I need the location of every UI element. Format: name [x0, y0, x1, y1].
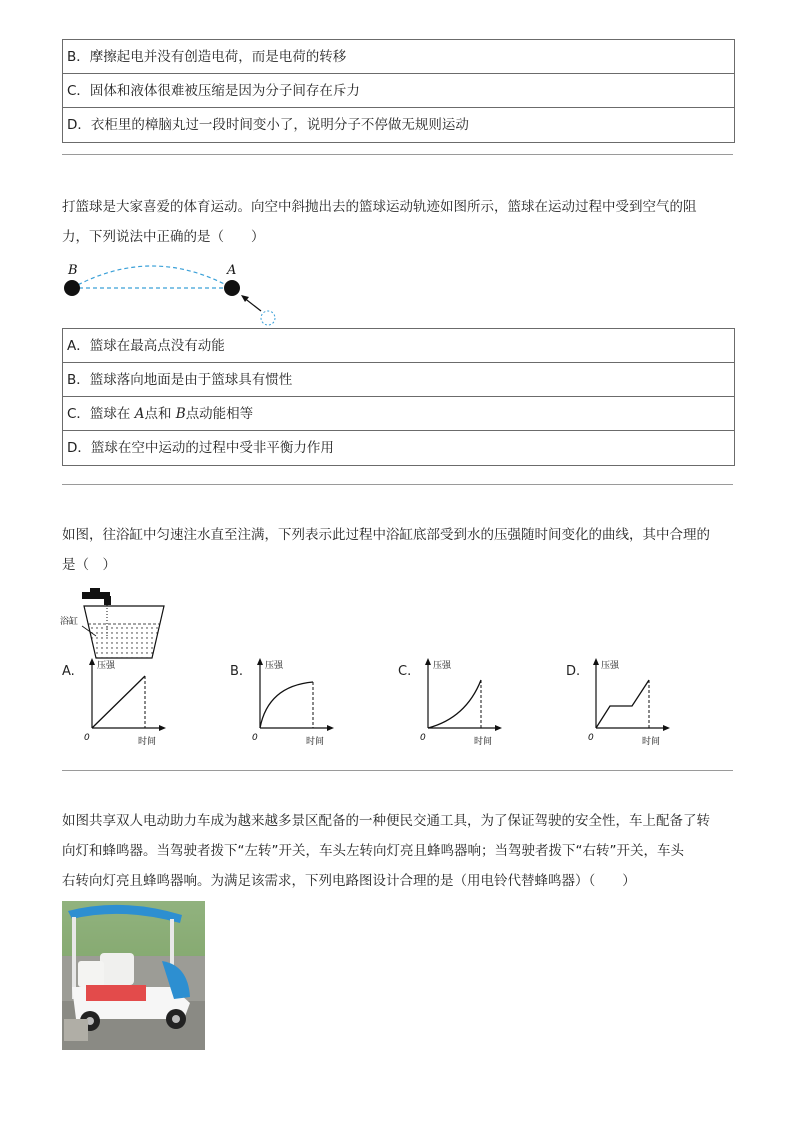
- stem-line: 打篮球是大家喜爱的体育运动。向空中斜抛出去的篮球运动轨迹如图所示，篮球在运动过程中受到空气的阻: [62, 199, 697, 215]
- x-axis-label: 时间: [306, 737, 325, 747]
- ecar-photo: [62, 901, 205, 1050]
- bathtub-figure: [60, 586, 170, 662]
- x-axis-arrow: [663, 725, 670, 731]
- pressure-curve: [428, 680, 481, 728]
- x-axis-arrow: [327, 725, 334, 731]
- x-axis-label: 时间: [474, 737, 493, 747]
- x-axis-label: 时间: [138, 737, 157, 747]
- option-d[interactable]: D．衣柜里的樟脑丸过一段时间变小了，说明分子不停做无规则运动: [67, 117, 469, 133]
- graph-option-label[interactable]: D.: [566, 664, 581, 679]
- option-c[interactable]: C．固体和液体很难被压缩是因为分子间存在斥力: [63, 74, 734, 108]
- graph-option-label[interactable]: C.: [398, 664, 412, 679]
- pressure-time-graph: [244, 656, 344, 756]
- option-d[interactable]: D．篮球在空中运动的过程中受非平衡力作用: [67, 440, 334, 456]
- y-axis-arrow: [257, 658, 263, 665]
- origin-label: 0: [420, 733, 426, 743]
- basketball-trajectory-figure: [60, 258, 290, 330]
- y-axis-arrow: [593, 658, 599, 665]
- point-b-ball: [64, 280, 80, 296]
- question-divider: [62, 484, 733, 485]
- x-axis-label: 时间: [642, 737, 661, 747]
- label-a: A: [227, 263, 237, 278]
- basketball-options: [62, 328, 735, 466]
- faucet-handle: [90, 588, 100, 592]
- y-axis-arrow: [89, 658, 95, 665]
- y-axis-label: 压强: [97, 661, 116, 671]
- option-c-text: 点和: [144, 406, 176, 422]
- pressure-curve: [260, 682, 313, 728]
- origin-label: 0: [588, 733, 594, 743]
- question-divider: [62, 154, 733, 155]
- option-b[interactable]: B．摩擦起电并没有创造电荷，而是电荷的转移: [63, 40, 734, 74]
- pressure-curve: [596, 680, 649, 728]
- origin-label: 0: [252, 733, 258, 743]
- option-b[interactable]: B．篮球落向地面是由于篮球具有惯性: [63, 363, 734, 397]
- bathtub-question-stem: [62, 520, 734, 580]
- option-c-text: C．篮球在: [67, 406, 135, 422]
- stem-line: 如图共享双人电动助力车成为越来越多景区配备的一种便民交通工具，为了保证驾驶的安全性，车上配备了转: [62, 813, 710, 829]
- pressure-time-graph: [412, 656, 512, 756]
- point-a-ball: [224, 280, 240, 296]
- prev-question-options: [62, 39, 735, 143]
- stem-line: 是（ ）: [62, 557, 116, 573]
- y-axis-label: 压强: [433, 661, 452, 671]
- graph-option-label[interactable]: A.: [62, 664, 75, 679]
- stem-line: 如图，往浴缸中匀速注水直至注满，下列表示此过程中浴缸底部受到水的压强随时间变化的曲线，其中合理的: [62, 527, 710, 543]
- y-axis-label: 压强: [601, 661, 620, 671]
- origin-label: 0: [84, 733, 90, 743]
- option-c-point-a: A: [134, 406, 145, 422]
- option-c-text: 点动能相等: [185, 406, 254, 422]
- water-fill: [88, 624, 160, 658]
- pressure-time-graph: [76, 656, 176, 756]
- trajectory-arc: [72, 266, 232, 288]
- launch-ball-outline: [261, 311, 275, 325]
- option-c-point-b: B: [175, 406, 186, 422]
- option-c[interactable]: [63, 397, 734, 431]
- y-axis-label: 压强: [265, 661, 284, 671]
- label-b: B: [68, 263, 78, 278]
- faucet-spout: [104, 596, 111, 605]
- pressure-curve: [92, 676, 145, 728]
- x-axis-arrow: [159, 725, 166, 731]
- option-a[interactable]: A．篮球在最高点没有动能: [63, 329, 734, 363]
- ecar-question-stem: [62, 806, 734, 896]
- graph-option-label[interactable]: B.: [230, 664, 244, 679]
- pressure-time-graph: [580, 656, 680, 756]
- stem-line: 向灯和蜂鸣器。当驾驶者拨下“左转”开关，车头左转向灯亮且蜂鸣器响；当驾驶者拨下“右转”开关，车头: [62, 843, 684, 859]
- basketball-question-stem: [62, 192, 734, 252]
- question-divider: [62, 770, 733, 771]
- x-axis-arrow: [495, 725, 502, 731]
- stem-line: 右转向灯亮且蜂鸣器响。为满足该需求，下列电路图设计合理的是（用电铃代替蜂鸣器）（ ）: [62, 873, 636, 889]
- stem-line: 力，下列说法中正确的是（ ）: [62, 229, 265, 245]
- tub-label: 浴缸: [60, 617, 79, 627]
- y-axis-arrow: [425, 658, 431, 665]
